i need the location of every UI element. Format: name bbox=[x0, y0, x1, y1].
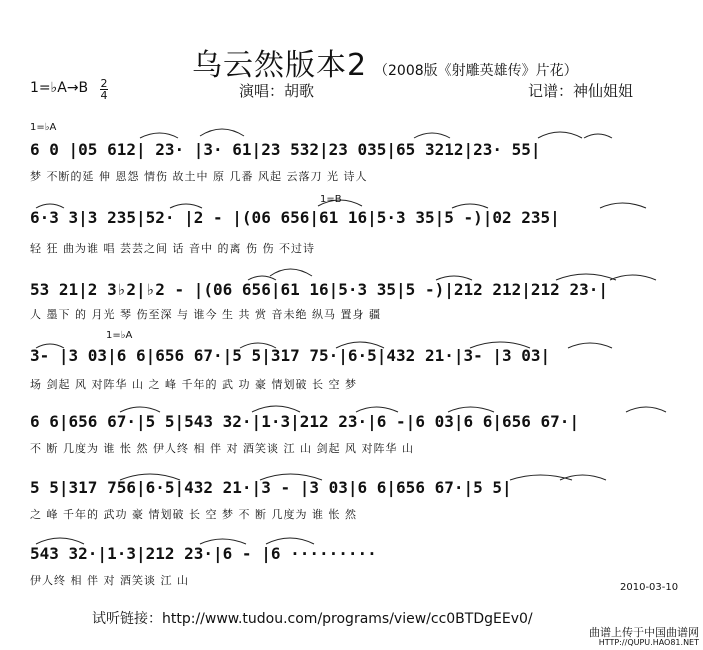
site-watermark bbox=[589, 628, 699, 648]
time-signature bbox=[100, 78, 108, 101]
notation-line: 543 32·|1·3|212 23·|6 - |6 ········· bbox=[30, 544, 377, 563]
lyric-line: 梦 不断的延 伸 恩怨 情伤 故土中 原 几番 风起 云落刀 光 诗人 bbox=[30, 170, 368, 183]
notation-line: 3- |3 03|6 6|656 67·|5 5|317 75·|6·5|432 21·|3- |3 03| bbox=[30, 346, 551, 365]
site-url: HTTP://QUPU.HAO81.NET bbox=[598, 638, 699, 647]
singer: 演唱：胡歌 bbox=[239, 82, 315, 100]
notation-line: 6 0 |05 612| 23· |3· 61|23 532|23 035|65 3212|23· 55| bbox=[30, 140, 541, 159]
date-stamp: 2010-03-10 bbox=[620, 582, 679, 593]
meter-bottom: 4 bbox=[100, 89, 108, 102]
lyric-line: 不 断 几度为 谁 怅 然 伊人终 相 伴 对 酒笑谈 江 山 剑起 风 对阵华 山 bbox=[30, 442, 414, 455]
notation-line: 5 5|317 756|6·5|432 21·|3 - |3 03|6 6|656 67·|5 5| bbox=[30, 478, 512, 497]
listen-link[interactable]: 试听链接：http://www.tudou.com/programs/view/cc0BTDgEEv0/ bbox=[92, 611, 533, 627]
key-signature: 1=♭A→B bbox=[30, 80, 89, 96]
key-change-mark: 1=B bbox=[320, 194, 342, 205]
lyric-line: 之 峰 千年的 武功 豪 情划破 长 空 梦 不 断 几度为 谁 怅 然 bbox=[30, 508, 357, 521]
notation-line: 6 6|656 67·|5 5|543 32·|1·3|212 23·|6 -|6 03|6 6|656 67·| bbox=[30, 412, 580, 431]
key-change-mark: 1=♭A bbox=[30, 122, 57, 133]
notation-line: 6·3 3|3 235|52· |2 - |(06 656|61 16|5·3 35|5 -)|02 235| bbox=[30, 208, 560, 227]
lyric-line: 轻 狂 曲为谁 唱 芸芸之间 话 音中 的离 伤 伤 不过诗 bbox=[30, 242, 315, 255]
key-change-mark: 1=♭A bbox=[106, 330, 133, 341]
lyric-line: 场 剑起 风 对阵华 山 之 峰 千年的 武 功 豪 情划破 长 空 梦 bbox=[30, 378, 357, 391]
notation-line: 53 21|2 3♭2|♭2 - |(06 656|61 16|5·3 35|5 -)|212 212|212 23·| bbox=[30, 280, 608, 299]
site-line: 曲谱上传于中国曲谱网 bbox=[589, 626, 699, 639]
transcriber: 记谱：神仙姐姐 bbox=[528, 82, 634, 100]
lyric-line: 人 墨下 的 月光 琴 伤至深 与 谁今 生 共 赏 音未绝 纵马 置身 疆 bbox=[30, 308, 381, 321]
song-subtitle: （2008版《射雕英雄传》片花） bbox=[374, 63, 578, 79]
song-title: 乌云然版本2 bbox=[192, 48, 368, 83]
lyric-line: 伊人终 相 伴 对 酒笑谈 江 山 bbox=[30, 574, 189, 587]
meter-top: 2 bbox=[100, 77, 108, 90]
